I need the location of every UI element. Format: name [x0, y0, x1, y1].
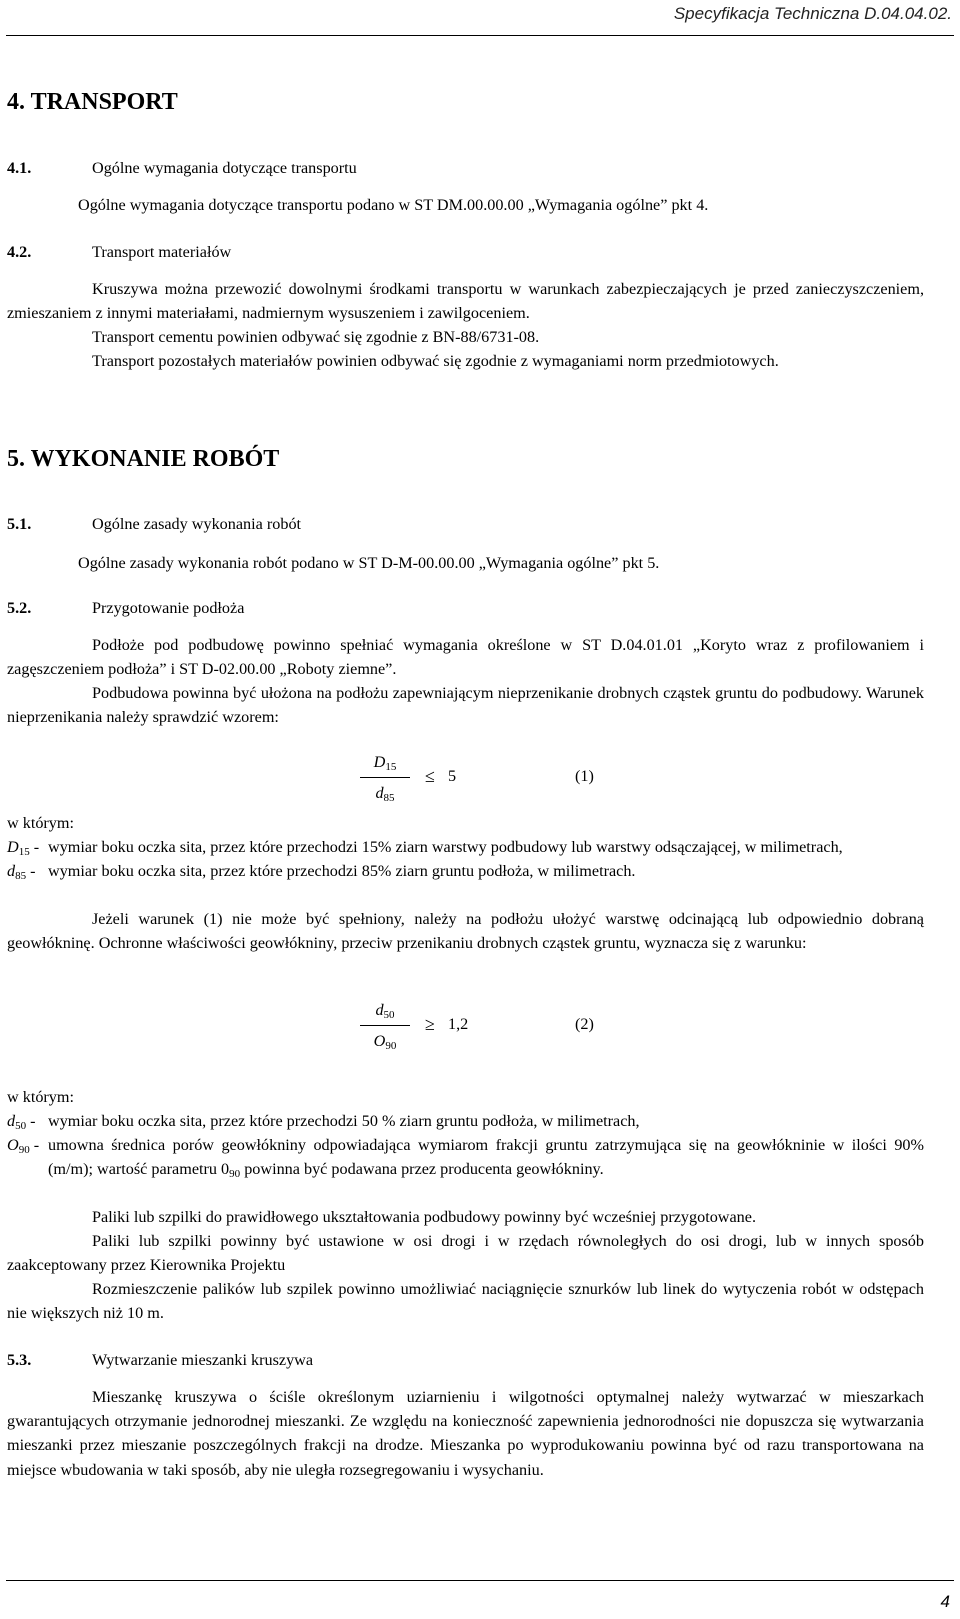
section-5-1-number: 5.1.: [7, 515, 32, 533]
section-5-3-title: Wytwarzanie mieszanki kruszywa: [92, 1351, 314, 1369]
section-4-heading: 4. TRANSPORT: [7, 89, 178, 115]
section-4-2-paragraph-3: Transport pozostałych materiałów powinien odbywać się zgodnie z wymaganiami norm przedmiotowych.: [92, 352, 779, 370]
section-4-2-title: Transport materiałów: [92, 243, 232, 261]
footer-rule: [6, 1580, 954, 1581]
definition-symbol: $O_{90}$ -: [7, 1136, 40, 1157]
definition-symbol: $d_{85}$ -: [7, 862, 36, 883]
section-4-2-paragraph-2: Transport cementu powinien odbywać się zgodnie z BN-88/6731-08.: [92, 328, 540, 346]
section-5-3-paragraph-1: Mieszankę kruszywa o ściśle określonym uziarnieniu i wilgotności optymalnej należy wytwarzać w mieszarkach gwarantujących otrzymanie jednorodnej mieszanki. Ze względu na konieczność zapewnienia jednorodności nie dopuszcza się wytwarzania mieszanki przez mieszanie poszczególnych frakcji na drodze. Mieszanka po wyprodukowaniu powinna być od razu transportowana na miejsce wbudowania w taki sposób, aby nie uległa rozsegregowaniu i wysychaniu.: [7, 1388, 924, 1479]
formula-1-numerator: $D_{15}$: [373, 753, 397, 773]
formula-1-label: (1): [575, 767, 594, 785]
section-4-1-text: Ogólne wymagania dotyczące transportu podano w ST DM.00.00.00 „Wymagania ogólne” pkt 4.: [78, 196, 709, 214]
definitions-2: [7, 1109, 924, 1182]
formula-1-value: 5: [448, 767, 457, 785]
definition-text: umowna średnica porów geowłókniny odpowiadająca wymiarom frakcji gruntu zatrzymująca się na geowłókninie w ilości 90% (m/m); wartość parametru $0_{90}$ powinna być podawana przez producenta geowłókniny.: [48, 1136, 924, 1181]
definition-d50: [7, 1109, 924, 1133]
formula-2-denominator: $O_{90}$: [373, 1032, 397, 1052]
section-4-1-number: 4.1.: [7, 159, 32, 177]
definition-text: wymiar boku oczka sita, przez które przechodzi 15% ziarn warstwy podbudowy lub warstwy odsączającej, w milimetrach,: [48, 838, 843, 856]
section-5-2-title: Przygotowanie podłoża: [92, 599, 245, 617]
section-5-2-paragraph-4: Paliki lub szpilki do prawidłowego ukształtowania podbudowy powinny być wcześniej przygotowane.: [92, 1208, 757, 1226]
definition-symbol: $D_{15}$ -: [7, 838, 40, 858]
definitions-1: [7, 835, 924, 883]
formula-1-fraction-bar: [360, 777, 410, 778]
page-number: 4: [940, 1592, 950, 1611]
section-5-2-paragraph-5: Paliki lub szpilki powinny być ustawione w osi drogi i w rzędach równoległych do osi drogi, lub w innych sposób zaakceptowany przez Kierownika Projektu: [7, 1232, 924, 1275]
definition-D15: [7, 835, 924, 859]
definition-text: wymiar boku oczka sita, przez które przechodzi 50 % ziarn gruntu podłoża, w milimetrach,: [48, 1112, 640, 1130]
section-4-1-title: Ogólne wymagania dotyczące transportu: [92, 159, 357, 177]
section-4-2-number: 4.2.: [7, 243, 32, 261]
formula-2-value: 1,2: [448, 1015, 469, 1033]
section-5-2-paragraph-3: Jeżeli warunek (1) nie może być spełniony, należy na podłożu ułożyć warstwę odcinającą lub odpowiednio dobraną geowłókninę. Ochronne właściwości geowłókniny, przeciw przenikaniu drobnych cząstek gruntu, wyznacza się z warunku:: [7, 910, 924, 953]
section-5-1-title: Ogólne zasady wykonania robót: [92, 515, 302, 533]
where-2-label: w którym:: [7, 1088, 74, 1106]
section-5-1-text: Ogólne zasady wykonania robót podano w ST D-M-00.00.00 „Wymagania ogólne” pkt 5.: [78, 554, 660, 572]
formula-2: [360, 998, 620, 1058]
document-header-title: Specyfikacja Techniczna D.04.04.02.: [673, 4, 952, 23]
formula-1: [360, 750, 620, 810]
formula-2-relation: ≥: [425, 1014, 435, 1034]
definition-text: wymiar boku oczka sita, przez które przechodzi 85% ziarn gruntu podłoża, w milimetrach.: [48, 862, 636, 881]
section-5-heading: 5. WYKONANIE ROBÓT: [7, 446, 280, 472]
section-5-3-number: 5.3.: [7, 1351, 32, 1369]
formula-1-relation: ≤: [425, 766, 435, 786]
definition-symbol: $d_{50}$ -: [7, 1112, 36, 1132]
formula-2-numerator: $d_{50}$: [375, 1001, 395, 1021]
formula-1-denominator: $d_{85}$: [375, 784, 395, 804]
section-4-2-paragraph-1: Kruszywa można przewozić dowolnymi środkami transportu w warunkach zabezpieczających je przed zanieczyszczeniem, zmieszaniem z innymi materiałami, nadmiernym wysuszeniem i zawilgoceniem.: [7, 280, 924, 323]
section-5-2-number: 5.2.: [7, 599, 32, 617]
section-5-2-paragraph-1: Podłoże pod podbudowę powinno spełniać wymagania określone w ST D.04.01.01 „Koryto wraz z profilowaniem i zagęszczeniem podłoża” i ST D-02.00.00 „Roboty ziemne”.: [7, 636, 924, 679]
formula-2-fraction-bar: [360, 1025, 410, 1026]
header-rule: [6, 35, 954, 36]
definition-d85: [7, 859, 924, 883]
section-5-2-paragraph-2: Podbudowa powinna być ułożona na podłożu zapewniającym nieprzenikanie drobnych cząstek gruntu do podbudowy. Warunek nieprzenikania należy sprawdzić wzorem:: [7, 684, 924, 727]
definition-O90: [7, 1133, 924, 1181]
section-5-2-paragraph-6: Rozmieszczenie palików lub szpilek powinno umożliwiać naciągnięcie sznurków lub linek do wytyczenia robót w odstępach nie większych niż 10 m.: [7, 1280, 924, 1323]
where-1-label: w którym:: [7, 814, 74, 832]
formula-2-label: (2): [575, 1015, 594, 1033]
